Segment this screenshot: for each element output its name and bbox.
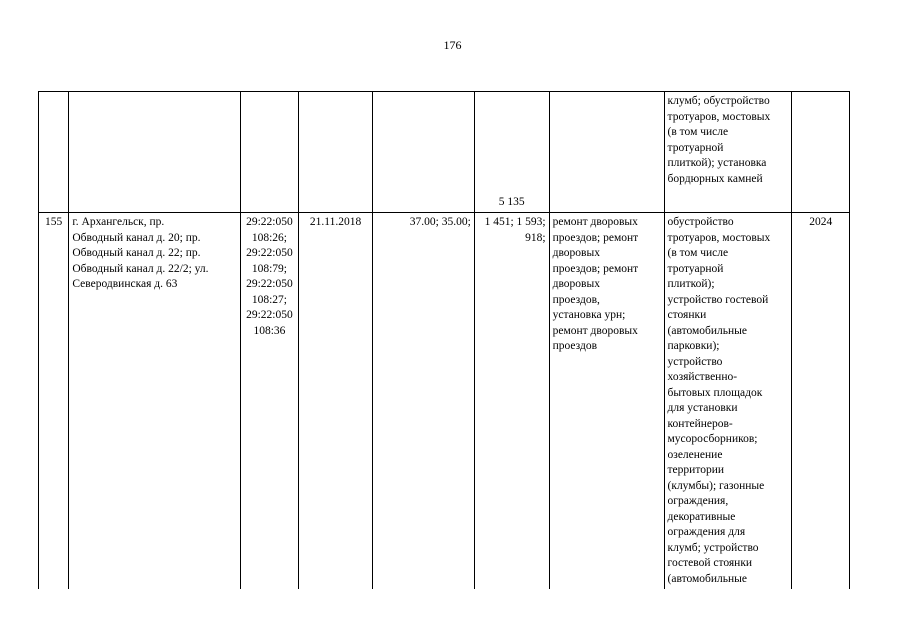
cell-yard-works bbox=[549, 92, 664, 213]
table-row bbox=[39, 92, 850, 213]
cell-area: 37.00; 35.00; bbox=[372, 213, 474, 590]
cell-other-works: клумб; обустройство тротуаров, мостовых (в том числе тротуарной плиткой); установка бордюрных камней bbox=[664, 92, 792, 213]
table-row bbox=[39, 213, 850, 590]
works-table bbox=[38, 91, 850, 589]
cell-year: 2024 bbox=[792, 213, 850, 590]
cell-year bbox=[792, 92, 850, 213]
page-number: 176 bbox=[443, 38, 462, 52]
cell-address bbox=[69, 92, 240, 213]
cell-date bbox=[299, 92, 373, 213]
cell-yard-works: ремонт дворовых проездов; ремонт дворовых проездов; ремонт дворовых проездов, установка урн; ремонт дворовых проездов bbox=[549, 213, 664, 590]
cell-cadastral: 29:22:050 108:26; 29:22:050 108:79; 29:22:050 108:27; 29:22:050 108:36 bbox=[240, 213, 299, 590]
cell-other-works: обустройство тротуаров, мостовых (в том числе тротуарной плиткой); устройство гостевой стоянки (автомобильные парковки); устройство хозяйственно- бытовых площадок для установки контейнеров- мусоросборников; озеленение территории (клумбы); газонные ограждения, декоративные ограждения для клумб; устройство гостевой стоянки (автомобильные bbox=[664, 213, 792, 590]
cell-date: 21.11.2018 bbox=[299, 213, 373, 590]
cell-number: 155 bbox=[39, 213, 69, 590]
cell-area-total: 5 135 bbox=[474, 92, 549, 213]
cell-area-total: 1 451; 1 593; 918; bbox=[474, 213, 549, 590]
cell-address: г. Архангельск, пр. Обводный канал д. 20; пр. Обводный канал д. 22; пр. Обводный канал д. 22/2; ул. Северодвинская д. 63 bbox=[69, 213, 240, 590]
cell-number bbox=[39, 92, 69, 213]
cell-cadastral bbox=[240, 92, 299, 213]
cell-area bbox=[372, 92, 474, 213]
